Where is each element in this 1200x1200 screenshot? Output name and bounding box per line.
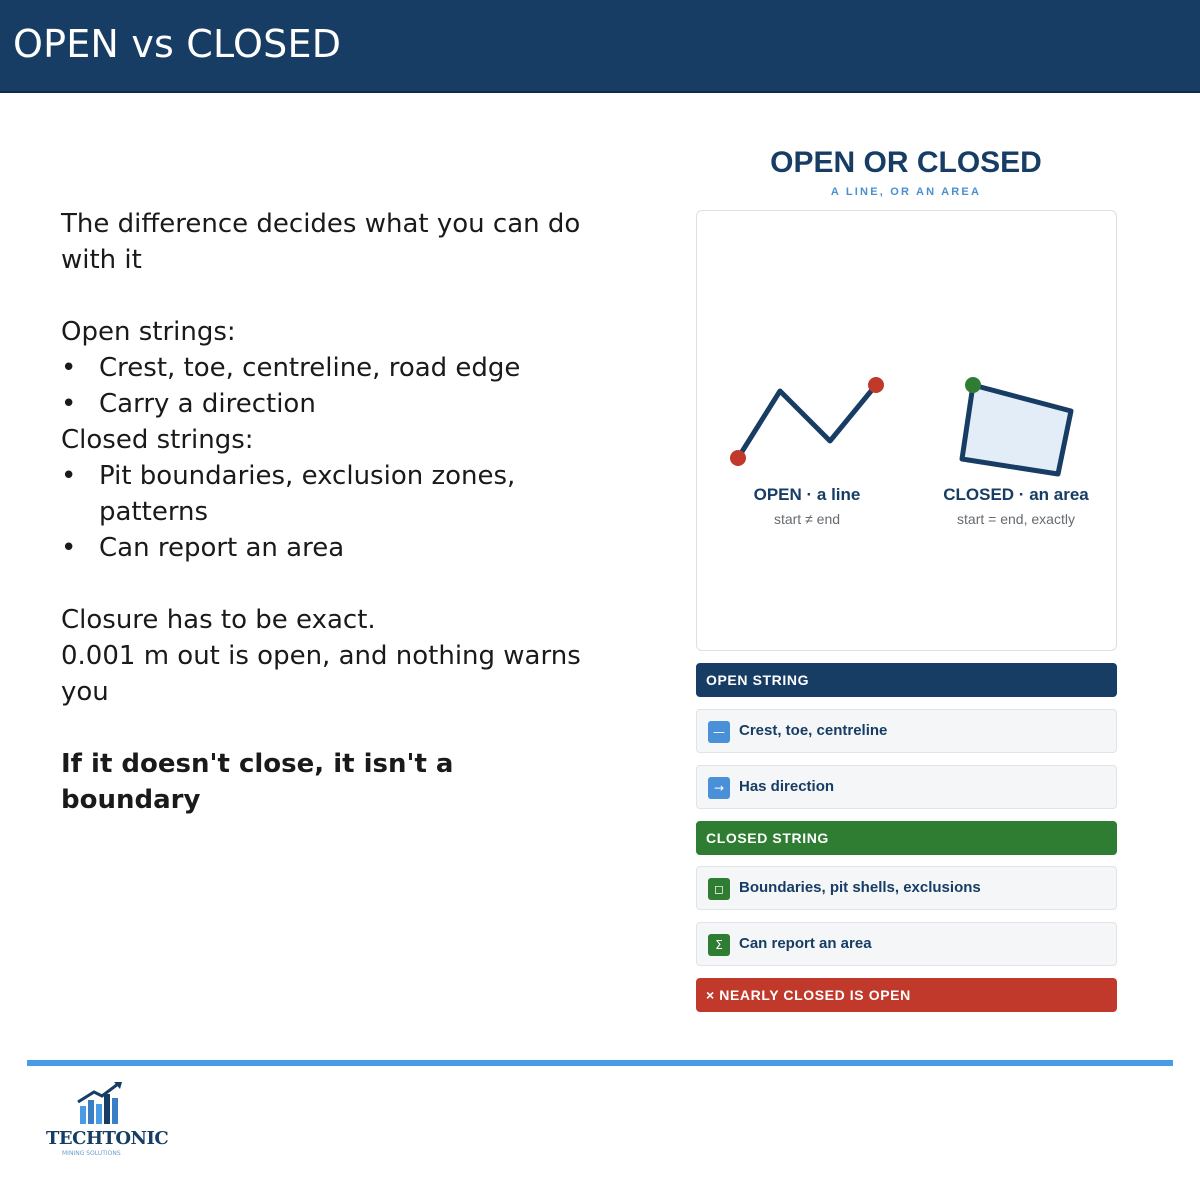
open-bullet: • Carry a direction: [61, 386, 601, 422]
intro-text: The difference decides what you can do with it: [61, 209, 581, 275]
square-icon: ◻: [708, 878, 730, 900]
closed-item-label: Can report an area: [739, 935, 872, 952]
closed-bullet-list: [61, 458, 601, 566]
open-polyline: [738, 385, 876, 458]
card-title: OPEN OR CLOSED: [770, 146, 1042, 179]
closed-start-point: [965, 377, 981, 393]
page-title: OPEN vs CLOSED: [13, 22, 342, 66]
footer-divider: [27, 1060, 1173, 1066]
open-closed-diagram: [696, 210, 1117, 651]
closure-detail: 0.001 m out is open, and nothing warns you: [61, 641, 581, 707]
closed-item: [696, 866, 1117, 910]
open-caption: OPEN · a line: [753, 485, 861, 504]
closed-caption: CLOSED · an area: [943, 485, 1089, 504]
card-subtitle: A LINE, OR AN AREA: [830, 186, 982, 198]
open-start-point: [730, 450, 746, 466]
open-bullet: • Crest, toe, centreline, road edge: [61, 350, 601, 386]
closed-polygon: [962, 385, 1071, 474]
closed-item: [696, 922, 1117, 966]
open-item-label: Has direction: [739, 778, 835, 795]
open-item-label: Crest, toe, centreline: [739, 722, 888, 739]
open-item: [696, 709, 1117, 753]
minus-icon: —: [708, 721, 730, 743]
closed-heading: Closed strings:: [61, 425, 254, 455]
conclusion-text: If it doesn't close, it isn't a boundary: [61, 749, 454, 815]
title-bar: [0, 0, 1200, 93]
closure-text: Closure has to be exact.: [61, 605, 376, 635]
sigma-icon: Σ: [708, 934, 730, 956]
closed-bullet: • Pit boundaries, exclusion zones, patterns: [61, 458, 601, 530]
diagram-graphic: [697, 211, 1118, 652]
logo-tagline: MINING SOLUTIONS: [62, 1150, 121, 1157]
body-text: [61, 206, 601, 818]
logo-name: TECHTONIC: [46, 1128, 169, 1149]
closed-bullet: • Can report an area: [61, 530, 601, 566]
open-string-band: OPEN STRING: [696, 663, 1117, 697]
open-heading: Open strings:: [61, 317, 236, 347]
closed-subcaption: start = end, exactly: [957, 511, 1075, 527]
open-end-point: [868, 377, 884, 393]
open-bullet-list: [61, 350, 601, 422]
closed-string-band: CLOSED STRING: [696, 821, 1117, 855]
open-subcaption: start ≠ end: [773, 511, 841, 527]
warning-band: × NEARLY CLOSED IS OPEN: [696, 978, 1117, 1012]
arrow-right-icon: →: [708, 777, 730, 799]
open-item: [696, 765, 1117, 809]
closed-item-label: Boundaries, pit shells, exclusions: [739, 879, 981, 896]
